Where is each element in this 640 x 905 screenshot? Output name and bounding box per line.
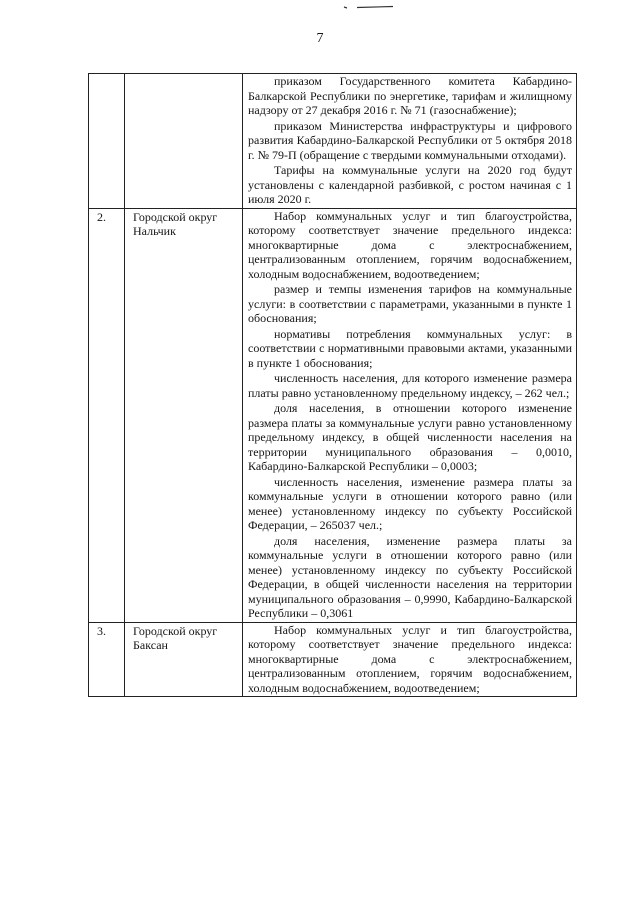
table-row [89,74,577,209]
paragraph: доля населения, изменение размера платы за коммунальные услуги в отношении которого равно (или менее) установленному индексу по субъекту Российской Федерации, в общей численности населения на территории муниципального образования – 0,9990, Кабардино-Балкарской Республики – 0,3061 [248,533,572,620]
row-number: 3. [97,623,106,638]
paragraph: приказом Министерства инфраструктуры и цифрового развития Кабардино-Балкарской Республики от 5 октября 2018 г. № 79-П (обращение с твердыми коммунальными отходами). [248,118,572,162]
paragraph: численность населения, изменение размера платы за коммунальные услуги в отношении которого равно (или менее) установленному индексу по субъекту Российской Федерации, – 265037 чел.; [248,474,572,532]
municipality-cell [125,208,243,622]
scan-mark-icon [343,5,395,9]
paragraph: Набор коммунальных услуг и тип благоустройства, которому соответствует значение предельного индекса: многоквартирные дома с электроснабжением, централизованным отоплением, горячим водоснабжением, холодным водоснабжением, водоотведением; [248,208,572,281]
description-cell [243,622,577,697]
municipality-cell [125,74,243,209]
paragraph: доля населения, в отношении которого изменение размера платы за коммунальные услуги равно установленному предельному индексу, в общей численности населения на территории муниципального образования – 0,0010, Кабардино-Балкарской Республики – 0,0003; [248,401,572,473]
paragraph: размер и темпы изменения тарифов на коммунальные услуги: в соответствии с параметрами, указанными в пункте 1 обоснования; [248,282,572,325]
municipality-name: Городской округ Баксан [133,623,218,652]
municipality-name [125,74,242,75]
row-number-cell [89,74,125,209]
table-row [89,622,577,697]
paragraph: Набор коммунальных услуг и тип благоустройства, которому соответствует значение предельного индекса: многоквартирные дома с электроснабжением, централизованным отоплением, горячим водоснабжением, холодным водоснабжением, водоотведением; [248,622,572,695]
row-number-cell [89,622,125,697]
row-number-cell [89,208,125,622]
page-number: 7 [316,31,324,46]
municipality-cell [125,622,243,697]
description-cell [243,208,577,622]
row-number: 2. [97,209,106,224]
index-table [88,73,577,697]
paragraph: численность населения, для которого изменение размера платы равно установленному предельному индексу, – 262 чел.; [248,371,572,400]
municipality-name: Городской округ Нальчик [133,209,218,238]
paragraph: нормативы потребления коммунальных услуг: в соответствии с нормативными правовыми актами, указанными в пункте 1 обоснования; [248,326,572,370]
table-row [89,208,577,622]
description-cell [243,74,577,209]
paragraph: Тарифы на коммунальные услуги на 2020 год будут установлены с календарной разбивкой, с ростом начиная с 1 июля 2020 г. [248,163,572,206]
paragraph: приказом Государственного комитета Кабардино-Балкарской Республики по энергетике, тарифам и жилищному надзору от 27 декабря 2016 г. № 71 (газоснабжение); [248,74,572,117]
row-number [89,74,124,75]
